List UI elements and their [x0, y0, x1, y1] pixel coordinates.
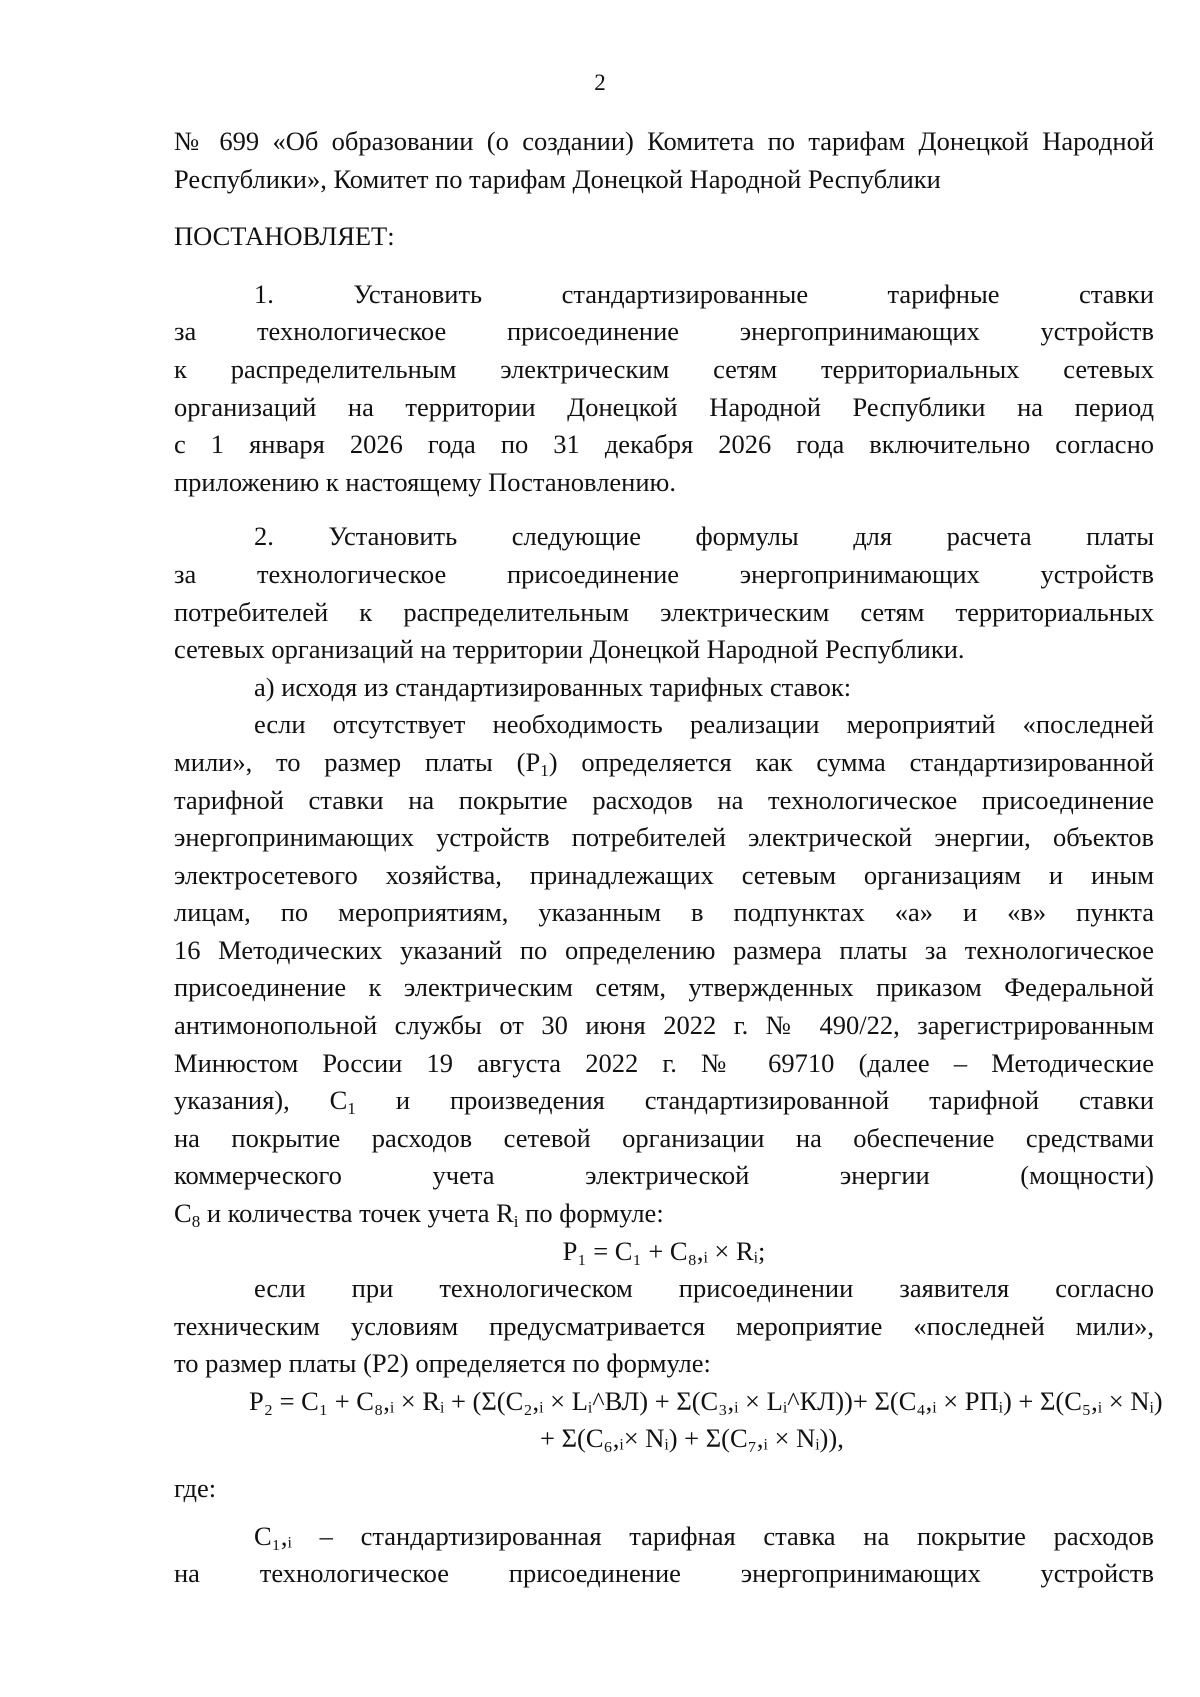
intro-paragraph [174, 123, 1154, 198]
text-line: техническим условиям предусматривается мероприятие «последней мили», [174, 1310, 1154, 1341]
item-2 [174, 518, 1154, 668]
text-line: 16 Методических указаний по определению размера платы за технологическое [174, 934, 1154, 965]
decree-word: ПОСТАНОВЛЯЕТ: [174, 221, 395, 252]
case-2 [174, 1270, 1154, 1383]
text-line: организаций на территории Донецкой Народной Республики на период [174, 391, 1154, 422]
text-line: электросетевого хозяйства, принадлежащих сетевым организациям и иным [174, 859, 1154, 890]
text-line: С₁,ᵢ – стандартизированная тарифная ставка на покрытие расходов [254, 1520, 1154, 1551]
text-line: если отсутствует необходимость реализации мероприятий «последней [254, 709, 1154, 740]
document-body [174, 123, 1163, 1593]
text-line: $С_8$ и количества точек учета $R_i$ по формуле: [174, 1198, 664, 1232]
text-line: за технологическое присоединение энергопринимающих устройств [174, 558, 1154, 589]
text-line: Минюстом России 19 августа 2022 г. № 69710 (далее – Методические [174, 1047, 1154, 1078]
text-line: на технологическое присоединение энергопринимающих устройств [174, 1558, 1154, 1589]
text-line: на покрытие расходов сетевой организации на обеспечение средствами [174, 1122, 1154, 1153]
formula-p2 [174, 1383, 1163, 1458]
text-line: к распределительным электрическим сетям территориальных сетевых [174, 353, 1154, 384]
text-line: потребителей к распределительным электрическим сетям территориальных [174, 596, 1154, 627]
text-line: присоединение к электрическим сетям, утвержденных приказом Федеральной [174, 972, 1154, 1003]
text-line: 1. Установить стандартизированные тарифные ставки [254, 278, 1154, 309]
page-number: 2 [594, 70, 606, 95]
text-line: Республики», Комитет по тарифам Донецкой Народной Республики [174, 163, 941, 194]
formula-p1: P₁ = C₁ + C₈,ᵢ × Rᵢ; [562, 1235, 766, 1266]
text-line: коммерческого учета электрической энергии (мощности) [174, 1160, 1154, 1191]
where-label: где: [174, 1473, 217, 1503]
text-line: тарифной ставки на покрытие расходов на технологическое присоединение [174, 784, 1154, 815]
case-1 [174, 706, 1154, 1232]
text-line: мили», то размер платы $(P_1)$ определяется как сумма стандартизированной [174, 746, 1154, 780]
text-line: энергопринимающих устройств потребителей электрической энергии, объектов [174, 822, 1154, 853]
item-1 [174, 276, 1154, 502]
text-line: приложению к настоящему Постановлению. [174, 466, 676, 497]
text-line: с 1 января 2026 года по 31 декабря 2026 года включительно согласно [174, 429, 1154, 460]
definition-c1 [174, 1518, 1154, 1593]
text-line: указания), $С_1$ и произведения стандартизированной тарифной ставки [174, 1085, 1154, 1119]
text-line: то размер платы (P2) определяется по формуле: [174, 1348, 711, 1379]
text-line: если при технологическом присоединении заявителя согласно [254, 1273, 1154, 1304]
formula-p2-line-2: + Σ(C₆,ᵢ× Nᵢ) + Σ(C₇,ᵢ × Nᵢ)), [540, 1423, 844, 1453]
text-line: лицам, по мероприятиям, указанным в подпунктах «а» и «в» пункта [174, 897, 1154, 928]
text-line: сетевых организаций на территории Донецкой Народной Республики. [174, 634, 965, 665]
text-line: 2. Установить следующие формулы для расчета платы [254, 521, 1154, 552]
text-line: антимонопольной службы от 30 июня 2022 г. № 490/22, зарегистрированным [174, 1010, 1154, 1041]
text-line: за технологическое присоединение энергопринимающих устройств [174, 316, 1154, 347]
formula-p2-line-1: P₂ = C₁ + C₈,ᵢ × Rᵢ + (Σ(C₂,ᵢ × Lᵢ^ВЛ) + Σ(C₃,ᵢ × Lᵢ^КЛ))+ Σ(C₄,ᵢ × РПᵢ) + Σ(C₅,ᵢ × Nᵢ) [249, 1386, 1163, 1416]
text-line: № 699 «Об образовании (о создании) Комитета по тарифам Донецкой Народной [174, 126, 1154, 156]
sub-item-a: а) исходя из стандартизированных тарифных ставок: [254, 671, 852, 702]
